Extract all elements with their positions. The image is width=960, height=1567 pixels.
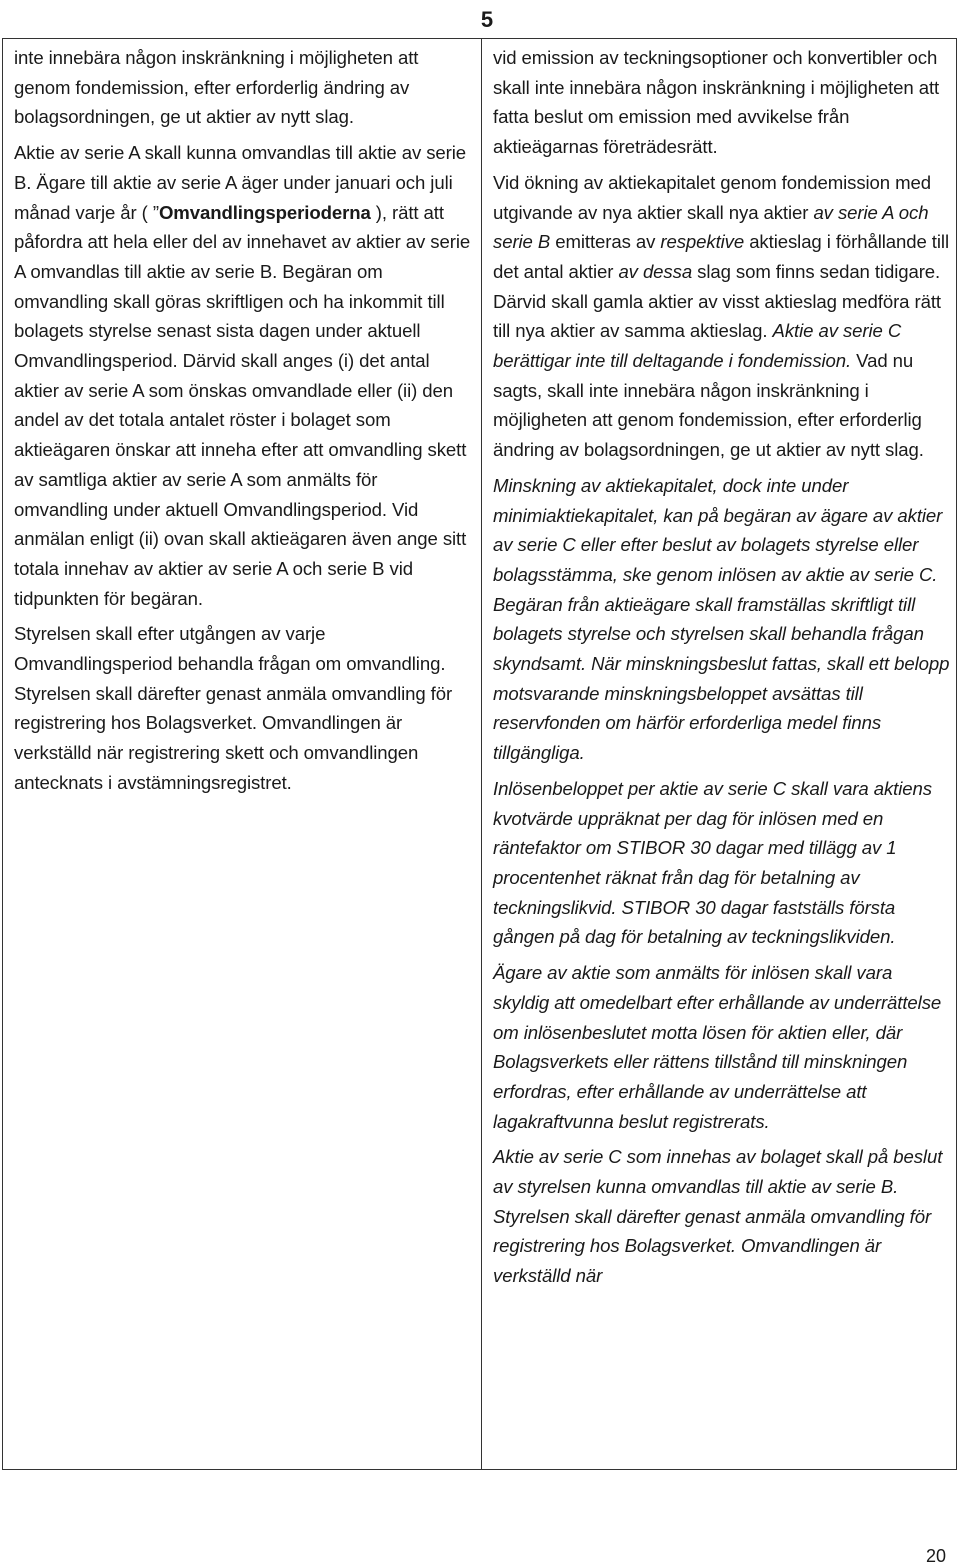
left-p2-text-a: Aktie av serie A skall kunna omvandlas till aktie av serie B. Ägare till aktie av serie A äger under januari och juli månad varje år ( ” bbox=[14, 142, 467, 223]
right-paragraph-4: Inlösenbeloppet per aktie av serie C skall vara aktiens kvotvärde uppräknat per dag för inlösen med en räntefaktor om STIBOR 30 dagar med tillägg av 1 procentenhet räknat från dag för betalning av teckningslikvid. STIBOR 30 dagar fastställs första gången på dag för betalning av teckningslikviden. bbox=[493, 777, 932, 948]
right-p2-e: aktieslag i förhållande till det antal aktier bbox=[493, 231, 949, 282]
left-paragraph-1: inte innebära någon inskränkning i möjligheten att genom fondemission, efter erforderlig ändring av bolagsordningen, ge ut aktier av nytt slag. bbox=[14, 47, 419, 128]
right-paragraph-3: Minskning av aktiekapitalet, dock inte under minimiaktiekapitalet, kan på begäran av ägare av aktier av serie C eller efter beslut av bolagets styrelse eller bolagsstämma, ske genom inlösen av aktie av serie C. Begäran från aktieägare skall framställas skriftligt till bolagets styrelse och styrelsen skall behandla frågan skyndsamt. När minskningsbeslut fattas, skall ett belopp motsvarande minskningsbeloppet avsättas till reservfonden om härför erforderliga medel finns tillgängliga. bbox=[493, 474, 950, 764]
right-p2-d-italic: respektive bbox=[660, 231, 745, 253]
left-paragraph-2 bbox=[14, 138, 476, 613]
right-paragraph-2 bbox=[493, 168, 951, 465]
left-p2-bold-term: Omvandlingsperioderna bbox=[158, 201, 371, 223]
right-paragraph-5: Ägare av aktie som anmälts för inlösen skall vara skyldig att omedelbart efter erhållande av underrättelse om inlösenbeslutet motta lösen för aktien eller, där Bolagsverkets eller rättens tillstånd till minskningen erfordras, efter erhållande av underrättelse att lagakraftvunna beslut registrerats. bbox=[493, 962, 942, 1132]
right-column bbox=[493, 43, 951, 1291]
right-p2-b-italic: av serie A och serie B bbox=[493, 201, 929, 253]
two-column-table bbox=[2, 38, 957, 1470]
right-paragraph-6: Aktie av serie C som innehas av bolaget skall på beslut av styrelsen kunna omvandlas till aktie av serie B. Styrelsen skall därefter genast anmäla omvandling för registrering hos Bolagsverket. Omvandlingen är verkställd när bbox=[493, 1146, 943, 1287]
right-paragraph-1: vid emission av teckningsoptioner och konvertibler och skall inte innebära någon inskränkning i möjligheten att fatta beslut om emission med avvikelse från aktieägarnas företrädesrätt. bbox=[493, 47, 940, 158]
right-p2-c: emitteras av bbox=[550, 231, 661, 253]
left-p2-text-b: ), rätt att påfordra att hela eller del av innehavet av aktier av serie A omvandlas till aktie av serie B. Begäran om omvandling skall göras skriftligen och ha inkommit till bolagets styrelse senast sista dagen under aktuell Omvandlingsperiod. Därvid skall anges (i) det antal aktier av serie A som önskas omvandlade eller (ii) den andel av det totala antalet röster i bolaget som aktieägaren önskar att inneha efter att omvandling skett av samtliga aktier av serie A som anmälts för omvandling under aktuell Omvandlingsperiod. Vid anmälan enligt (ii) ovan skall aktieägaren även ange sitt totala innehav av aktier av serie A och serie B vid tidpunkten för begäran. bbox=[14, 201, 471, 609]
right-p2-h-italic: Aktie av serie C berättigar inte till deltagande i fondemission. bbox=[493, 320, 902, 372]
header-page-number: 5 bbox=[480, 7, 494, 32]
footer-page-number: 20 bbox=[925, 1546, 946, 1566]
right-p2-f-italic: av dessa bbox=[618, 260, 693, 282]
right-p2-g: slag som finns sedan tidigare. Därvid skall gamla aktier av visst aktieslag medföra rätt till nya aktier av samma aktieslag. bbox=[493, 260, 941, 342]
left-paragraph-3: Styrelsen skall efter utgången av varje Omvandlingsperiod behandla frågan om omvandling. Styrelsen skall därefter genast anmäla omvandling för registrering hos Bolagsverket. Omvandlingen är verkställd när registrering skett och omvandlingen antecknats i avstämningsregistret. bbox=[14, 623, 453, 793]
right-p2-a: Vid ökning av aktiekapitalet genom fondemission med utgivande av nya aktier skall nya aktier bbox=[493, 171, 931, 223]
left-column bbox=[14, 43, 476, 798]
column-divider bbox=[481, 39, 482, 1469]
right-p2-i: Vad nu sagts, skall inte innebära någon inskränkning i möjligheten att genom fondemission, efter erforderlig ändring av bolagsordningen, ge ut aktier av nytt slag. bbox=[493, 350, 924, 461]
